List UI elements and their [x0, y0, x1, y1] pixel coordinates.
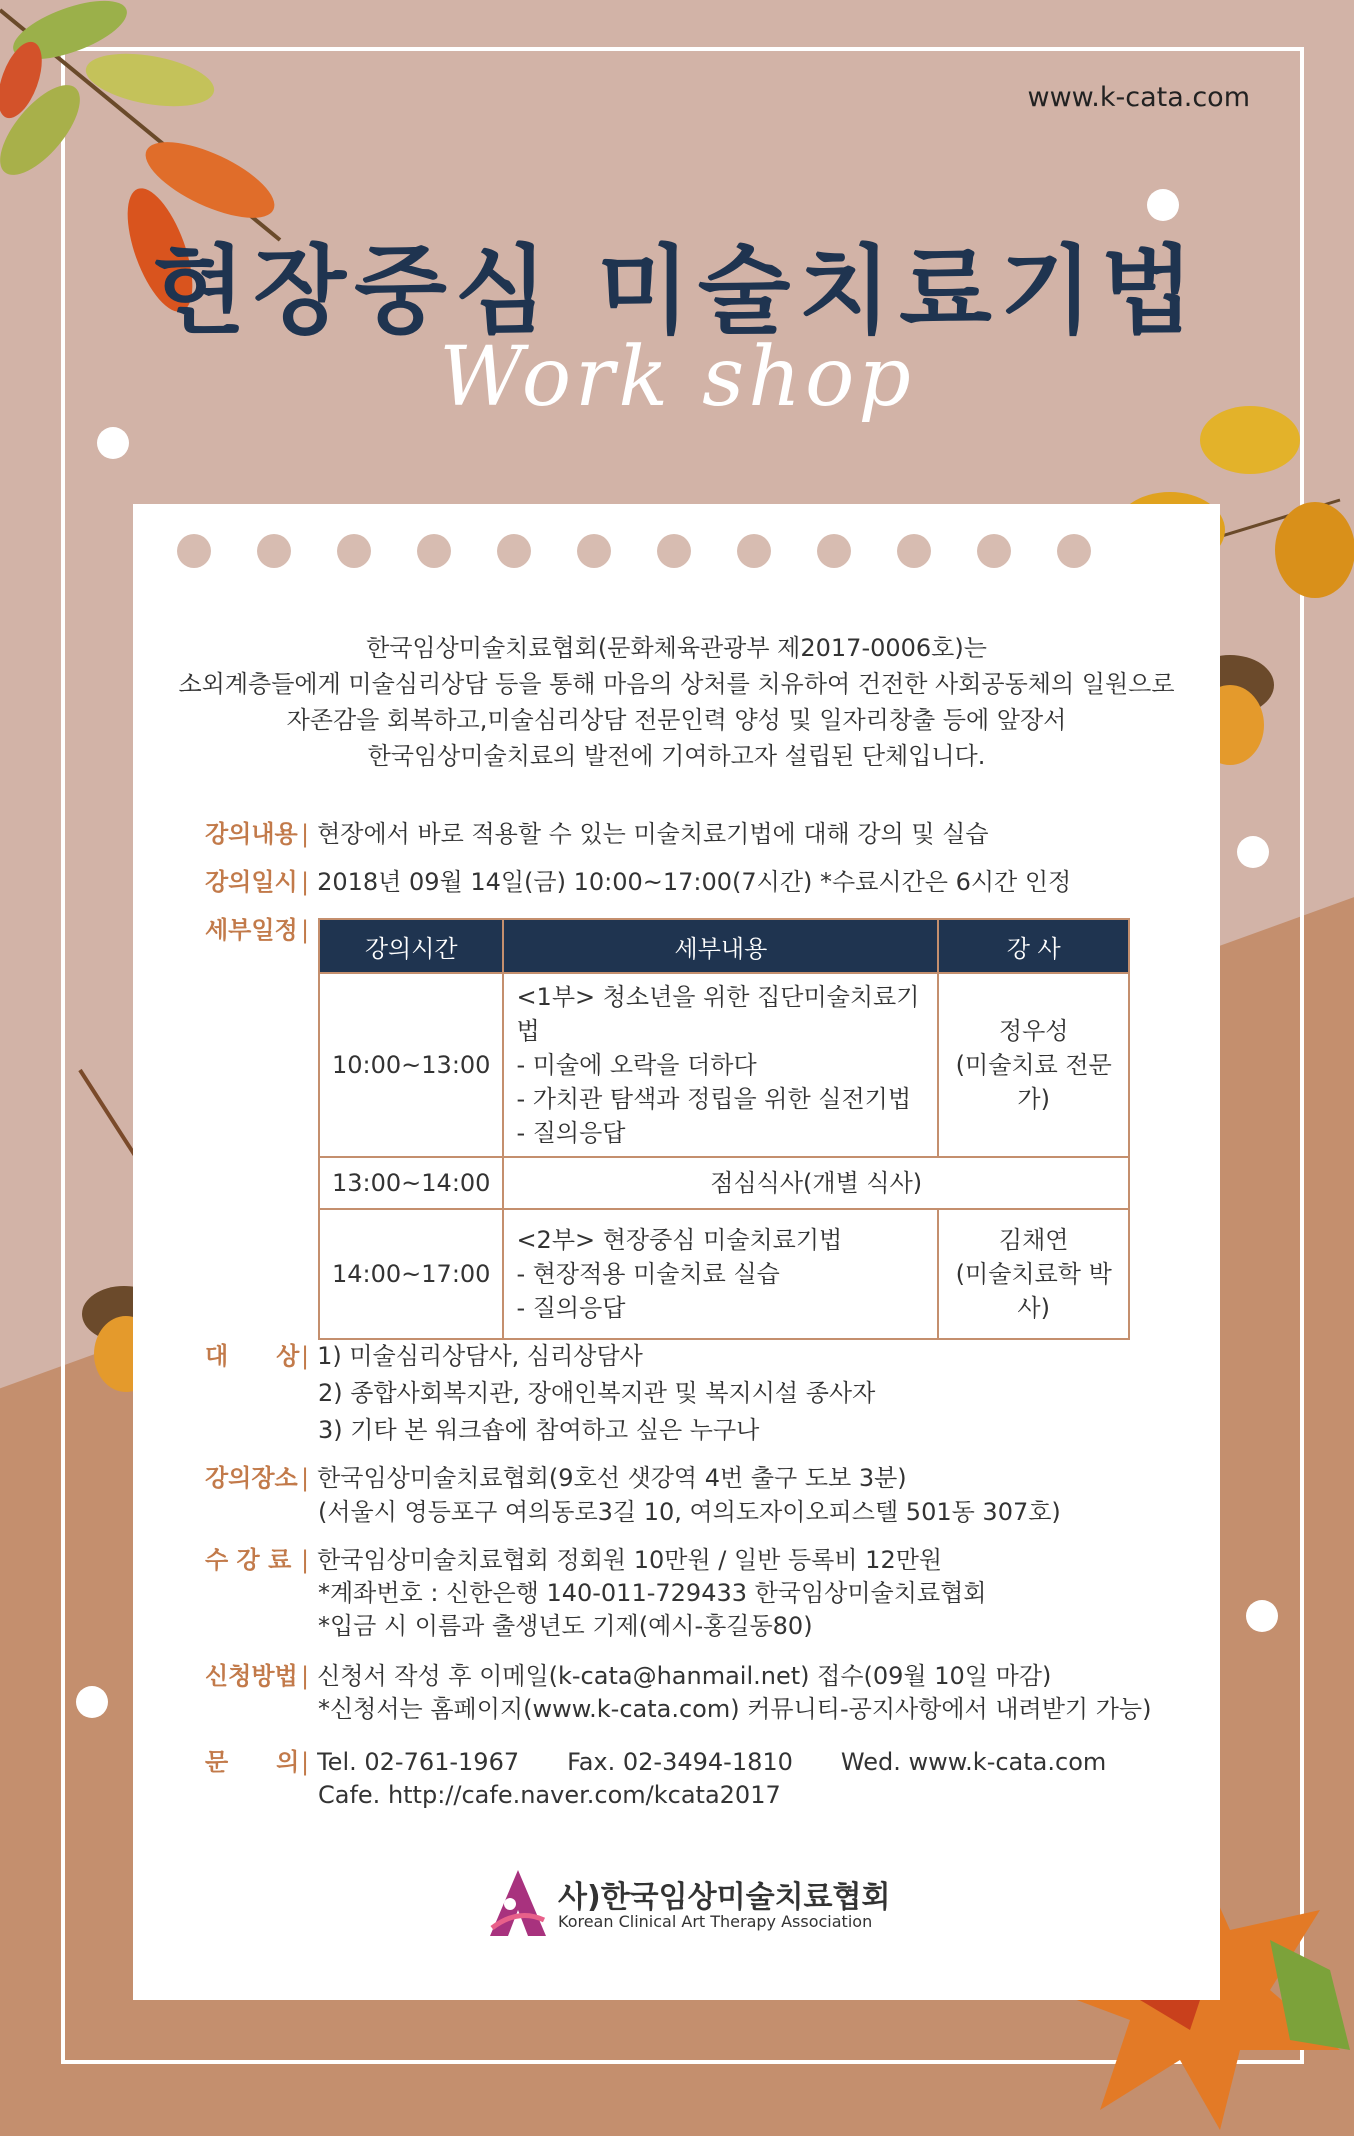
column-header: 강의시간	[319, 919, 503, 973]
table-row	[319, 1157, 1129, 1209]
logo-name-ko: 사)한국임상미술치료협회	[558, 1880, 891, 1915]
card-hole	[897, 534, 931, 568]
page-title: 현장중심 미술치료기법	[152, 234, 1202, 347]
info-label: 강의일시	[205, 868, 298, 896]
instructor-name: 정우성	[998, 1017, 1069, 1045]
details-cell: 점심식사(개별 식사)	[503, 1157, 1129, 1209]
info-apply: 신청방법 | 신청서 작성 후 이메일(k-cata@hanmail.net) 접수(09월 10일 마감)	[205, 1660, 1051, 1693]
column-header: 강 사	[938, 919, 1129, 973]
table-header-row	[319, 919, 1129, 973]
page-subtitle: Work shop	[439, 330, 915, 425]
info-value: 3) 기타 본 워크숍에 참여하고 싶은 누구나	[318, 1416, 760, 1444]
info-label: 문 의	[205, 1748, 300, 1776]
info-value: 현장에서 바로 적용할 수 있는 미술치료기법에 대해 강의 및 실습	[317, 820, 989, 848]
column-header: 세부내용	[503, 919, 938, 973]
decor-dot	[97, 427, 129, 459]
info-label: 강의내용	[205, 820, 298, 848]
decor-dot	[76, 1686, 108, 1718]
website-url: www.k-cata.com	[1027, 82, 1250, 113]
organization-logo	[488, 1868, 891, 1938]
card-hole	[257, 534, 291, 568]
detail-line: - 질의응답	[516, 1119, 626, 1147]
intro-line: 한국임상미술치료의 발전에 기여하고자 설립된 단체입니다.	[367, 742, 986, 770]
decor-dot	[1246, 1600, 1278, 1632]
detail-line: - 가치관 탐색과 정립을 위한 실전기법	[516, 1085, 912, 1113]
info-value: Cafe. http://cafe.naver.com/kcata2017	[318, 1781, 781, 1809]
time-cell: 10:00~13:00	[319, 973, 503, 1157]
details-cell	[503, 973, 938, 1157]
instructor-title: (미술치료 전문가)	[955, 1051, 1112, 1113]
instructor-cell	[938, 1209, 1129, 1339]
logo-name-en: Korean Clinical Art Therapy Association	[558, 1912, 873, 1931]
details-cell	[503, 1209, 938, 1339]
info-label: 수 강 료	[205, 1546, 292, 1574]
info-label: 신청방법	[205, 1662, 298, 1690]
info-value: *계좌번호 : 신한은행 140-011-729433 한국임상미술치료협회	[318, 1579, 987, 1607]
table-row	[319, 973, 1129, 1157]
info-label: 세부일정	[205, 916, 298, 944]
card-hole	[177, 534, 211, 568]
info-value: *입금 시 이름과 출생년도 기제(예시-홍길동80)	[318, 1612, 813, 1640]
info-value: 한국임상미술치료협회(9호선 샛강역 4번 출구 도보 3분)	[317, 1464, 907, 1492]
card-hole	[417, 534, 451, 568]
info-date: 강의일시 | 2018년 09월 14일(금) 10:00~17:00(7시간) *수료시간은 6시간 인정	[205, 866, 1071, 899]
intro-line: 한국임상미술치료협회(문화체육관광부 제2017-0006호)는	[366, 634, 987, 662]
info-value: (서울시 영등포구 여의동로3길 10, 여의도자이오피스텔 501동 307호)	[318, 1498, 1061, 1526]
info-contact: 문 의| Tel. 02-761-1967 Fax. 02-3494-1810 Wed. www.k-cata.com	[205, 1746, 1106, 1779]
time-cell: 14:00~17:00	[319, 1209, 503, 1339]
instructor-cell	[938, 973, 1129, 1157]
intro-line: 소외계층들에게 미술심리상담 등을 통해 마음의 상처를 치유하여 건전한 사회공동체의 일원으로	[178, 670, 1175, 698]
info-value: *신청서는 홈페이지(www.k-cata.com) 커뮤니티-공지사항에서 내려받기 가능)	[318, 1695, 1152, 1723]
info-value: 2) 종합사회복지관, 장애인복지관 및 복지시설 종사자	[318, 1379, 876, 1407]
detail-line: - 질의응답	[516, 1294, 626, 1322]
card-hole	[1057, 534, 1091, 568]
kcata-logo-icon	[488, 1868, 548, 1938]
detail-line: <2부> 현장중심 미술치료기법	[516, 1226, 843, 1254]
info-schedule: 세부일정 |	[205, 914, 317, 947]
info-content: 강의내용 | 현장에서 바로 적용할 수 있는 미술치료기법에 대해 강의 및 실습	[205, 818, 989, 851]
info-venue: 강의장소 | 한국임상미술치료협회(9호선 샛강역 4번 출구 도보 3분)	[205, 1462, 907, 1495]
card-hole	[577, 534, 611, 568]
info-label: 대 상	[205, 1342, 300, 1370]
info-value: 신청서 작성 후 이메일(k-cata@hanmail.net) 접수(09월 10일 마감)	[317, 1662, 1052, 1690]
info-label: 강의장소	[205, 1464, 298, 1492]
info-fee: 수 강 료 | 한국임상미술치료협회 정회원 10만원 / 일반 등록비 12만원	[205, 1544, 942, 1577]
card-hole	[337, 534, 371, 568]
card-hole	[737, 534, 771, 568]
info-value: 한국임상미술치료협회 정회원 10만원 / 일반 등록비 12만원	[317, 1546, 943, 1574]
info-value: Tel. 02-761-1967 Fax. 02-3494-1810 Wed. www.k-cata.com	[317, 1748, 1107, 1776]
card-hole	[817, 534, 851, 568]
detail-line: - 현장적용 미술치료 실습	[516, 1260, 780, 1288]
card-hole	[497, 534, 531, 568]
info-value: 2018년 09월 14일(금) 10:00~17:00(7시간) *수료시간은 6시간 인정	[317, 868, 1072, 896]
card-hole	[657, 534, 691, 568]
detail-line: - 미술에 오락을 더하다	[516, 1051, 757, 1079]
decor-dot	[1237, 836, 1269, 868]
detail-line: <1부> 청소년을 위한 집단미술치료기법	[516, 983, 920, 1045]
card-hole	[977, 534, 1011, 568]
instructor-title: (미술치료학 박사)	[955, 1260, 1112, 1322]
intro-paragraph	[133, 630, 1220, 774]
time-cell: 13:00~14:00	[319, 1157, 503, 1209]
info-value: 1) 미술심리상담사, 심리상담사	[317, 1342, 643, 1370]
instructor-name: 김채연	[998, 1226, 1069, 1254]
intro-line: 자존감을 회복하고,미술심리상담 전문인력 양성 및 일자리창출 등에 앞장서	[286, 706, 1067, 734]
table-row	[319, 1209, 1129, 1339]
schedule-table	[318, 918, 1130, 1340]
info-target: 대 상| 1) 미술심리상담사, 심리상담사	[205, 1340, 643, 1373]
